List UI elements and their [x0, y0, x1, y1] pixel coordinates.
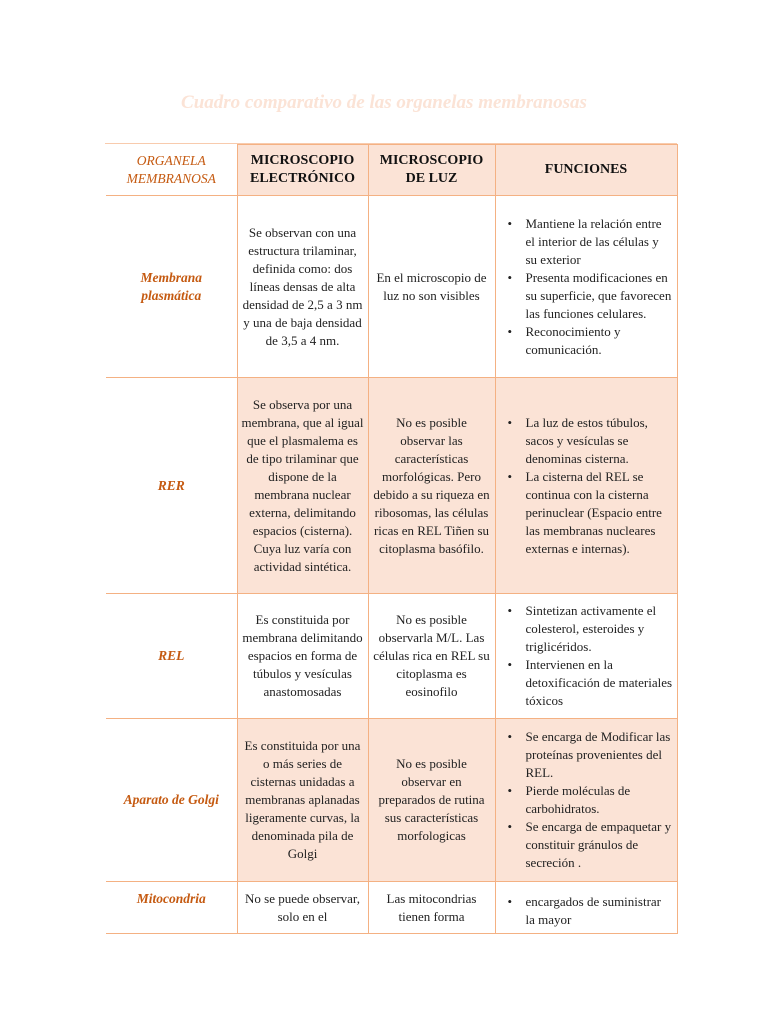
- funciones-list: [500, 728, 673, 872]
- funciones-cell: [495, 594, 677, 719]
- funciones-cell: [495, 719, 677, 882]
- funcion-item: • Se encarga de empaquetar y constituir gránulos de secreción .: [526, 818, 673, 872]
- funciones-list: [500, 602, 673, 710]
- microscopio-electronico-cell: Se observa por una membrana, que al igual que el plasmalema es de tipo trilaminar que dispone de la membrana nuclear externa, delimitando espacios (cisterna). Cuya luz varía con actividad sintética.: [237, 378, 368, 594]
- header-funciones: FUNCIONES: [495, 145, 677, 196]
- funcion-item: • Se encarga de Modificar las proteínas provenientes del REL.: [526, 728, 673, 782]
- table-row: [106, 882, 677, 934]
- funciones-cell: [495, 882, 677, 934]
- funcion-item: • encargados de suministrar la mayor: [526, 893, 673, 929]
- funcion-item: • La luz de estos túbulos, sacos y vesículas se denominas cisterna.: [526, 414, 673, 468]
- funcion-item: • Mantiene la relación entre el interior de las células y su exterior: [526, 215, 673, 269]
- microscopio-electronico-cell: Se observan con una estructura trilaminar, definida como: dos líneas densas de alta densidad de 2,5 a 3 nm y una de baja densidad de 3,5 a 4 nm.: [237, 196, 368, 378]
- microscopio-electronico-cell: Es constituida por membrana delimitando espacios en forma de túbulos y vesículas anastomosadas: [237, 594, 368, 719]
- microscopio-luz-cell: No es posible observar en preparados de rutina sus características morfologicas: [368, 719, 495, 882]
- microscopio-electronico-cell: No se puede observar, solo en el: [237, 882, 368, 934]
- document-title: Cuadro comparativo de las organelas membranosas: [181, 92, 587, 113]
- table-row: [106, 719, 677, 882]
- microscopio-luz-cell: En el microscopio de luz no son visibles: [368, 196, 495, 378]
- funcion-item: • Intervienen en la detoxificación de materiales tóxicos: [526, 656, 673, 710]
- microscopio-electronico-cell: Es constituida por una o más series de cisternas unidadas a membranas aplanadas ligeramente curvas, la denominada pila de Golgi: [237, 719, 368, 882]
- table-row: [106, 378, 677, 594]
- microscopio-luz-cell: Las mitocondrias tienen forma: [368, 882, 495, 934]
- funcion-item: • Presenta modificaciones en su superficie, que favorecen las funciones celulares.: [526, 269, 673, 323]
- header-row: [106, 145, 677, 196]
- header-organela: ORGANELA MEMBRANOSA: [106, 145, 237, 196]
- funcion-item: • La cisterna del REL se continua con la cisterna perinuclear (Espacio entre las membranas nucleares externas e internas).: [526, 468, 673, 558]
- funciones-cell: [495, 196, 677, 378]
- funcion-item: • Pierde moléculas de carbohidratos.: [526, 782, 673, 818]
- microscopio-luz-cell: No es posible observar las características morfológicas. Pero debido a su riqueza en ribosomas, las células ricas en REL Tiñen su citoplasma basófilo.: [368, 378, 495, 594]
- funciones-list: [500, 893, 673, 929]
- table-row: [106, 594, 677, 719]
- header-microscopio-electronico: MICROSCOPIO ELECTRÓNICO: [237, 145, 368, 196]
- microscopio-luz-cell: No es posible observarla M/L. Las células rica en REL su citoplasma es eosinofilo: [368, 594, 495, 719]
- funciones-list: [500, 414, 673, 558]
- organela-name: RER: [106, 378, 237, 594]
- header-microscopio-luz: MICROSCOPIO DE LUZ: [368, 145, 495, 196]
- funciones-cell: [495, 378, 677, 594]
- comparison-table: [106, 144, 678, 934]
- organela-name: Mitocondria: [106, 882, 237, 934]
- organela-name: REL: [106, 594, 237, 719]
- organela-name: Aparato de Golgi: [106, 719, 237, 882]
- funcion-item: • Reconocimiento y comunicación.: [526, 323, 673, 359]
- funciones-list: [500, 215, 673, 359]
- organela-name: Membrana plasmática: [106, 196, 237, 378]
- funcion-item: • Sintetizan activamente el colesterol, esteroides y triglicéridos.: [526, 602, 673, 656]
- table-row: [106, 196, 677, 378]
